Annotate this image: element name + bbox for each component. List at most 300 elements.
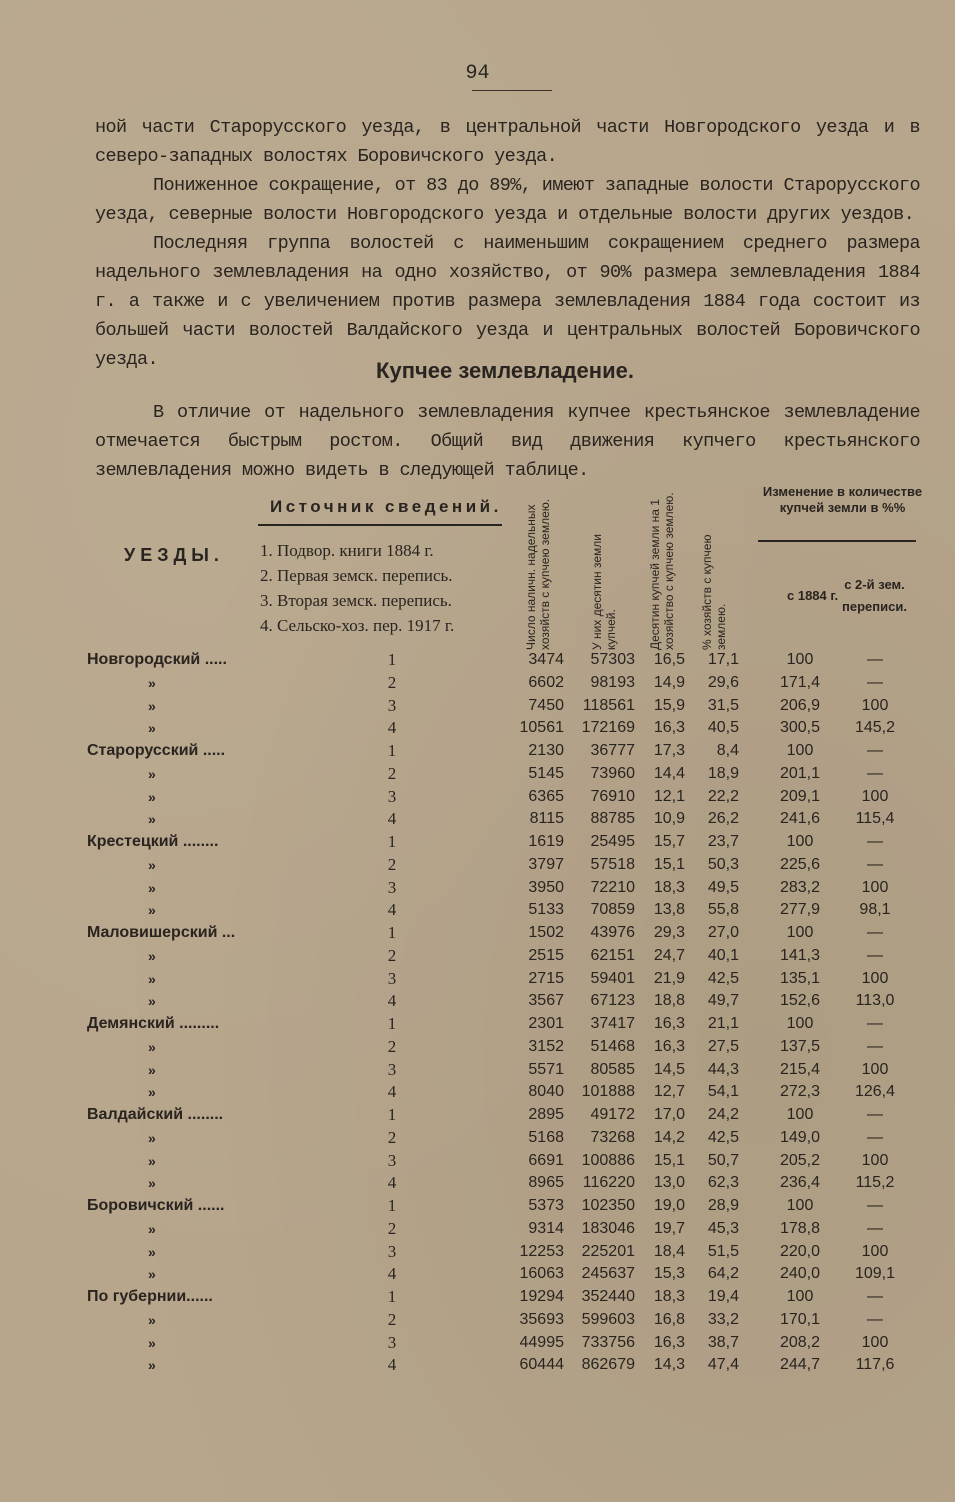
farms-percent: 38,7 — [707, 1333, 739, 1351]
uezd-name: По губернии...... — [87, 1288, 213, 1305]
farms-count: 60444 — [519, 1356, 564, 1374]
source-number: 2 — [387, 672, 397, 692]
change-since-1884: 206,9 — [779, 696, 821, 714]
table-row — [0, 1241, 955, 1264]
ditto-mark: » — [148, 970, 156, 987]
change-since-1884: 100 — [786, 1015, 814, 1032]
change-since-1884: 141,3 — [779, 946, 821, 964]
change-since-1884: 100 — [786, 742, 814, 759]
desyatin-count: 59401 — [590, 969, 635, 987]
intro-paragraph: В отличие от надельного землевладения купчее крестьянское землевладение отмечается быстрым ростом. Общий вид движения купчего крестьянского землевладения можно видеть в следующей таблице. — [95, 402, 920, 481]
change-since-1884: 201,1 — [779, 764, 821, 782]
change-since-1884: 209,1 — [779, 787, 821, 805]
table-row — [0, 1081, 955, 1104]
ditto-mark: » — [148, 720, 156, 737]
ditto-mark: » — [148, 1152, 156, 1169]
uezd-name: Демянский ......... — [87, 1015, 220, 1032]
change-since-2nd-census: 100 — [861, 696, 889, 714]
farms-count: 7450 — [528, 696, 564, 714]
desyatin-per-farm: 13,0 — [653, 1174, 685, 1192]
change-since-2nd-census: — — [867, 764, 883, 782]
change-since-1884: 300,5 — [779, 719, 821, 737]
source-number: 2 — [387, 1127, 397, 1147]
desyatin-count: 862679 — [581, 1356, 635, 1374]
desyatin-count: 102350 — [581, 1197, 635, 1214]
farms-count: 2130 — [528, 742, 564, 759]
desyatin-count: 183046 — [581, 1219, 635, 1237]
change-since-1884: 100 — [786, 924, 814, 941]
change-header-rule — [758, 540, 916, 542]
uezd-name: Старорусский ..... — [87, 742, 226, 759]
change-since-1884: 241,6 — [779, 810, 821, 828]
farms-count: 2715 — [528, 969, 564, 987]
ditto-mark: » — [148, 765, 156, 782]
desyatin-count: 245637 — [581, 1265, 635, 1283]
change-since-2nd-census: — — [867, 1037, 883, 1055]
farms-percent: 33,2 — [707, 1310, 739, 1328]
change-since-2nd-census: 100 — [861, 878, 889, 896]
source-number: 2 — [387, 763, 397, 783]
source-number: 4 — [387, 1082, 397, 1102]
farms-count: 5133 — [528, 901, 564, 919]
farms-percent: 27,0 — [707, 924, 739, 941]
farms-percent: 49,5 — [707, 878, 739, 896]
farms-count: 8115 — [529, 810, 564, 828]
desyatin-count: 67123 — [590, 992, 635, 1010]
table-row — [0, 990, 955, 1013]
change-since-1884: 178,8 — [779, 1219, 821, 1237]
desyatin-count: 101888 — [581, 1083, 635, 1101]
farms-count: 1619 — [528, 833, 564, 850]
source-number: 1 — [387, 650, 397, 669]
source-number: 2 — [387, 1036, 397, 1056]
source-item: 1. Подвор. книги 1884 г. — [260, 541, 434, 560]
ditto-mark: » — [148, 811, 156, 828]
paragraph-continued: ной части Старорусского уезда, в центральной части Новгородского уезда и в северо-западных волостях Боровичского уезда. — [95, 117, 920, 167]
change-1884-header: с 1884 г. — [787, 588, 839, 603]
table-row — [0, 899, 955, 922]
farms-percent: 28,9 — [707, 1197, 739, 1214]
farms-count: 10561 — [519, 719, 564, 737]
ditto-mark: » — [148, 856, 156, 873]
source-number: 4 — [387, 1173, 397, 1193]
desyatin-count: 116220 — [582, 1174, 635, 1192]
source-number: 2 — [387, 1309, 397, 1329]
farms-count: 44995 — [519, 1333, 564, 1351]
table-row — [0, 1104, 955, 1127]
farms-percent: 50,7 — [707, 1151, 739, 1169]
change-since-2nd-census: 115,2 — [855, 1174, 895, 1192]
desyatin-count: 51468 — [590, 1037, 635, 1055]
ditto-mark: » — [148, 1175, 156, 1192]
uezd-name: Новгородский ..... — [87, 651, 227, 668]
change-since-1884: 236,4 — [779, 1174, 821, 1192]
source-number: 1 — [387, 741, 397, 760]
col-header-per-farm: Десятин купчей земли на 1 хозяйство с купчею землею. — [648, 492, 676, 650]
change-since-1884: 137,5 — [779, 1037, 821, 1055]
change-since-1884: 100 — [786, 833, 814, 850]
desyatin-per-farm: 18,3 — [653, 878, 685, 896]
section-title: Купчее землевладение. — [376, 358, 634, 383]
table-row — [0, 763, 955, 786]
ditto-mark: » — [148, 902, 156, 919]
desyatin-per-farm: 16,3 — [653, 719, 685, 737]
change-since-2nd-census: — — [867, 946, 883, 964]
source-number: 1 — [387, 832, 397, 851]
change-since-2nd-census: — — [867, 1015, 883, 1032]
desyatin-count: 25495 — [590, 833, 635, 850]
page-number-rule — [472, 90, 552, 91]
change-since-2nd-census: 117,6 — [855, 1356, 895, 1374]
ditto-mark: » — [148, 1084, 156, 1101]
change-since-2nd-census: — — [867, 742, 883, 759]
desyatin-count: 37417 — [590, 1015, 635, 1032]
change-2nd-census-header: с 2-й зем. переписи. — [842, 577, 907, 614]
change-since-2nd-census: 126,4 — [854, 1083, 896, 1101]
change-since-2nd-census: — — [867, 924, 883, 941]
desyatin-count: 100886 — [581, 1151, 635, 1169]
farms-percent: 54,1 — [707, 1083, 739, 1101]
change-since-2nd-census: 100 — [861, 1060, 889, 1078]
desyatin-count: 118561 — [582, 696, 635, 714]
desyatin-per-farm: 18,4 — [653, 1242, 685, 1260]
change-header: Изменение в количестве купчей земли в %% — [762, 484, 923, 515]
farms-count: 9314 — [528, 1219, 564, 1237]
change-since-1884: 215,4 — [779, 1060, 821, 1078]
source-number: 2 — [387, 945, 397, 965]
source-header: Источник сведений. — [270, 497, 502, 516]
paragraph-last-group: Последняя группа волостей с наименьшим сокращением среднего размера надельного землевладения на одно хозяйство, от 90% размера землевладения 1884 г. а также и с увеличением против размера землевладения 1884 года состоит из большей части волостей Валдайского уезда и центральных волостей Боровичского уезда. — [95, 233, 920, 370]
change-since-1884: 171,4 — [779, 673, 821, 691]
change-since-1884: 100 — [786, 1106, 814, 1123]
desyatin-count: 599603 — [581, 1310, 635, 1328]
source-number: 2 — [387, 1218, 397, 1238]
farms-percent: 49,7 — [707, 992, 739, 1010]
source-number: 3 — [387, 1332, 397, 1352]
farms-count: 3797 — [528, 855, 564, 873]
desyatin-per-farm: 16,3 — [653, 1333, 685, 1351]
farms-count: 2895 — [528, 1106, 564, 1123]
source-item: 3. Вторая земск. перепись. — [260, 591, 452, 610]
uezd-name: Маловишерский ... — [87, 924, 236, 941]
change-since-2nd-census: — — [867, 673, 883, 691]
table-row — [0, 945, 955, 968]
farms-percent: 55,8 — [707, 901, 739, 919]
ditto-mark: » — [148, 788, 156, 805]
farms-percent: 64,2 — [707, 1265, 739, 1283]
farms-count: 3950 — [528, 878, 564, 896]
desyatin-per-farm: 12,1 — [653, 787, 685, 805]
farms-percent: 40,5 — [707, 719, 739, 737]
farms-count: 2515 — [528, 946, 564, 964]
desyatin-per-farm: 15,9 — [653, 696, 685, 714]
table-row — [0, 1332, 955, 1355]
source-number: 1 — [387, 1287, 397, 1306]
table-row — [0, 968, 955, 991]
desyatin-count: 57303 — [590, 651, 635, 668]
farms-percent: 27,5 — [707, 1037, 739, 1055]
change-since-1884: 100 — [786, 651, 814, 668]
farms-percent: 8,4 — [716, 742, 739, 759]
farms-percent: 29,6 — [707, 673, 739, 691]
table-row — [0, 1354, 955, 1377]
ditto-mark: » — [148, 879, 156, 896]
change-since-2nd-census: — — [867, 1288, 883, 1305]
uezd-name: Крестецкий ........ — [87, 833, 219, 850]
source-number: 4 — [387, 1355, 397, 1375]
farms-percent: 44,3 — [707, 1060, 739, 1078]
ditto-mark: » — [148, 1129, 156, 1146]
farms-count: 6691 — [528, 1151, 564, 1169]
table-row — [0, 695, 955, 718]
change-since-1884: 244,7 — [779, 1356, 821, 1374]
farms-count: 6365 — [528, 787, 564, 805]
desyatin-per-farm: 10,9 — [653, 810, 685, 828]
paragraph-reduced: Пониженное сокращение, от 83 до 89%, имеют западные волости Старорусского уезда, северные волости Новгородского уезда и отдельные волости других уездов. — [95, 175, 920, 225]
desyatin-count: 352440 — [581, 1288, 635, 1305]
table-row — [0, 1263, 955, 1286]
change-since-1884: 225,6 — [779, 855, 821, 873]
source-number: 4 — [387, 1264, 397, 1284]
change-since-2nd-census: 100 — [861, 1151, 889, 1169]
table-row — [0, 740, 955, 763]
source-list — [260, 538, 454, 638]
source-number: 3 — [387, 695, 397, 715]
ditto-mark: » — [148, 1334, 156, 1351]
ditto-mark: » — [148, 1220, 156, 1237]
source-number: 1 — [387, 1014, 397, 1033]
source-item: 2. Первая земск. перепись. — [260, 566, 453, 585]
farms-percent: 42,5 — [707, 1128, 739, 1146]
table-row — [0, 922, 955, 945]
ditto-mark: » — [148, 1266, 156, 1283]
source-number: 4 — [387, 900, 397, 920]
table-row — [0, 1059, 955, 1082]
farms-count: 3152 — [528, 1037, 564, 1055]
farms-count: 12253 — [519, 1242, 564, 1260]
farms-count: 2301 — [528, 1015, 564, 1032]
farms-percent: 45,3 — [707, 1219, 739, 1237]
farms-percent: 50,3 — [707, 855, 739, 873]
farms-count: 8040 — [528, 1083, 564, 1101]
table-row — [0, 1172, 955, 1195]
change-since-2nd-census: 115,4 — [855, 810, 895, 828]
ditto-mark: » — [148, 1357, 156, 1374]
table-row — [0, 1218, 955, 1241]
change-since-1884: 272,3 — [779, 1083, 821, 1101]
source-number: 3 — [387, 877, 397, 897]
desyatin-count: 88785 — [590, 810, 635, 828]
change-since-2nd-census: 98,1 — [859, 901, 891, 919]
farms-count: 16063 — [519, 1265, 564, 1283]
farms-percent: 26,2 — [707, 810, 739, 828]
farms-count: 5168 — [528, 1128, 564, 1146]
source-number: 2 — [387, 854, 397, 874]
source-header-rule — [258, 524, 502, 526]
desyatin-count: 43976 — [590, 924, 635, 941]
farms-percent: 62,3 — [707, 1174, 739, 1192]
desyatin-per-farm: 17,0 — [653, 1106, 685, 1123]
table-row — [0, 649, 955, 672]
desyatin-per-farm: 18,3 — [653, 1288, 685, 1305]
farms-count: 5571 — [528, 1060, 564, 1078]
ditto-mark: » — [148, 1311, 156, 1328]
farms-percent: 17,1 — [707, 651, 739, 668]
desyatin-per-farm: 16,3 — [653, 1037, 685, 1055]
source-number: 3 — [387, 1241, 397, 1261]
farms-percent: 51,5 — [707, 1242, 739, 1260]
change-since-1884: 240,0 — [779, 1265, 821, 1283]
farms-count: 35693 — [519, 1310, 564, 1328]
change-since-2nd-census: 145,2 — [854, 719, 896, 737]
desyatin-per-farm: 16,5 — [653, 651, 685, 668]
farms-percent: 31,5 — [707, 696, 739, 714]
change-since-2nd-census: 100 — [861, 1242, 889, 1260]
farms-percent: 24,2 — [707, 1106, 739, 1123]
change-since-2nd-census: — — [867, 833, 883, 850]
desyatin-count: 733756 — [581, 1333, 635, 1351]
table-row — [0, 672, 955, 695]
desyatin-per-farm: 19,7 — [653, 1219, 685, 1237]
change-since-2nd-census: — — [867, 1219, 883, 1237]
table-row — [0, 786, 955, 809]
change-since-2nd-census: 113,0 — [855, 992, 895, 1010]
source-number: 3 — [387, 1150, 397, 1170]
change-since-1884: 277,9 — [779, 901, 821, 919]
farms-percent: 18,9 — [707, 764, 739, 782]
farms-percent: 22,2 — [707, 787, 739, 805]
desyatin-per-farm: 12,7 — [653, 1083, 685, 1101]
desyatin-per-farm: 15,7 — [653, 833, 685, 850]
source-number: 4 — [387, 718, 397, 738]
ditto-mark: » — [148, 947, 156, 964]
source-number: 3 — [387, 968, 397, 988]
desyatin-count: 73268 — [590, 1128, 635, 1146]
desyatin-count: 225201 — [581, 1242, 635, 1260]
source-item: 4. Сельско-хоз. пер. 1917 г. — [260, 616, 455, 635]
table-row — [0, 1150, 955, 1173]
desyatin-per-farm: 14,5 — [653, 1060, 685, 1078]
source-number: 3 — [387, 786, 397, 806]
change-since-2nd-census: 100 — [861, 787, 889, 805]
table-row — [0, 1036, 955, 1059]
farms-count: 3567 — [528, 992, 564, 1010]
ditto-mark: » — [148, 1061, 156, 1078]
table-row — [0, 1195, 955, 1218]
change-since-1884: 170,1 — [779, 1310, 821, 1328]
desyatin-per-farm: 15,3 — [653, 1265, 685, 1283]
table-row — [0, 808, 955, 831]
farms-percent: 47,4 — [707, 1356, 739, 1374]
source-number: 1 — [387, 1105, 397, 1124]
desyatin-per-farm: 14,4 — [653, 764, 685, 782]
change-since-2nd-census: — — [867, 1310, 883, 1328]
desyatin-per-farm: 14,9 — [653, 673, 685, 691]
table-row — [0, 877, 955, 900]
desyatin-per-farm: 15,1 — [653, 855, 685, 873]
ditto-mark: » — [148, 1243, 156, 1260]
desyatin-per-farm: 19,0 — [653, 1197, 685, 1214]
farms-count: 1502 — [528, 924, 564, 941]
table-row — [0, 1286, 955, 1309]
farms-count: 8965 — [528, 1174, 564, 1192]
desyatin-per-farm: 15,1 — [653, 1151, 685, 1169]
page-number: 94 — [465, 62, 490, 85]
source-number: 4 — [387, 991, 397, 1011]
desyatin-count: 70859 — [590, 901, 635, 919]
col-header-desyatin: У них десятин земли купчей. — [590, 534, 618, 650]
desyatin-count: 72210 — [590, 878, 635, 896]
table-body — [0, 649, 955, 1377]
table-row — [0, 831, 955, 854]
change-since-2nd-census: 100 — [861, 1333, 889, 1351]
table-row — [0, 1309, 955, 1332]
desyatin-count: 73960 — [590, 764, 635, 782]
change-since-1884: 100 — [786, 1197, 814, 1214]
desyatin-per-farm: 16,3 — [653, 1015, 685, 1032]
desyatin-per-farm: 17,3 — [653, 742, 685, 759]
farms-percent: 21,1 — [707, 1015, 739, 1032]
desyatin-per-farm: 29,3 — [653, 924, 685, 941]
change-since-1884: 208,2 — [779, 1333, 821, 1351]
uezd-name: Валдайский ........ — [87, 1106, 224, 1123]
farms-percent: 19,4 — [707, 1288, 739, 1305]
farms-count: 6602 — [528, 673, 564, 691]
change-since-2nd-census: 109,1 — [854, 1265, 896, 1283]
uezdy-header: УЕЗДЫ. — [124, 545, 224, 565]
farms-count: 5373 — [528, 1197, 564, 1214]
farms-percent: 42,5 — [707, 969, 739, 987]
uezd-name: Боровичский ...... — [87, 1197, 225, 1214]
change-since-1884: 220,0 — [779, 1242, 821, 1260]
change-since-1884: 135,1 — [779, 969, 821, 987]
change-since-1884: 149,0 — [779, 1128, 821, 1146]
desyatin-per-farm: 13,8 — [653, 901, 685, 919]
farms-count: 5145 — [528, 764, 564, 782]
desyatin-per-farm: 16,8 — [653, 1310, 685, 1328]
farms-percent: 23,7 — [707, 833, 739, 850]
desyatin-count: 36777 — [590, 742, 635, 759]
ditto-mark: » — [148, 674, 156, 691]
desyatin-per-farm: 14,2 — [653, 1128, 685, 1146]
desyatin-count: 98193 — [590, 673, 635, 691]
source-number: 1 — [387, 923, 397, 942]
change-since-1884: 152,6 — [779, 992, 821, 1010]
desyatin-count: 172169 — [581, 719, 635, 737]
change-since-2nd-census: — — [867, 651, 883, 668]
farms-count: 3474 — [528, 651, 564, 668]
change-since-1884: 283,2 — [779, 878, 821, 896]
table-row — [0, 1013, 955, 1036]
table-row — [0, 854, 955, 877]
desyatin-per-farm: 21,9 — [653, 969, 685, 987]
desyatin-count: 80585 — [590, 1060, 635, 1078]
ditto-mark: » — [148, 697, 156, 714]
ditto-mark: » — [148, 993, 156, 1010]
col-header-farms: Число наличн. надельных хозяйств с купчею землею. — [524, 498, 552, 650]
desyatin-count: 57518 — [590, 855, 635, 873]
change-since-2nd-census: — — [867, 1197, 883, 1214]
farms-count: 19294 — [519, 1288, 564, 1305]
change-since-2nd-census: — — [867, 1106, 883, 1123]
table-row — [0, 1127, 955, 1150]
source-number: 3 — [387, 1059, 397, 1079]
ditto-mark: » — [148, 1038, 156, 1055]
table-row — [0, 717, 955, 740]
change-since-2nd-census: 100 — [861, 969, 889, 987]
desyatin-per-farm: 14,3 — [653, 1356, 685, 1374]
desyatin-per-farm: 18,8 — [653, 992, 685, 1010]
